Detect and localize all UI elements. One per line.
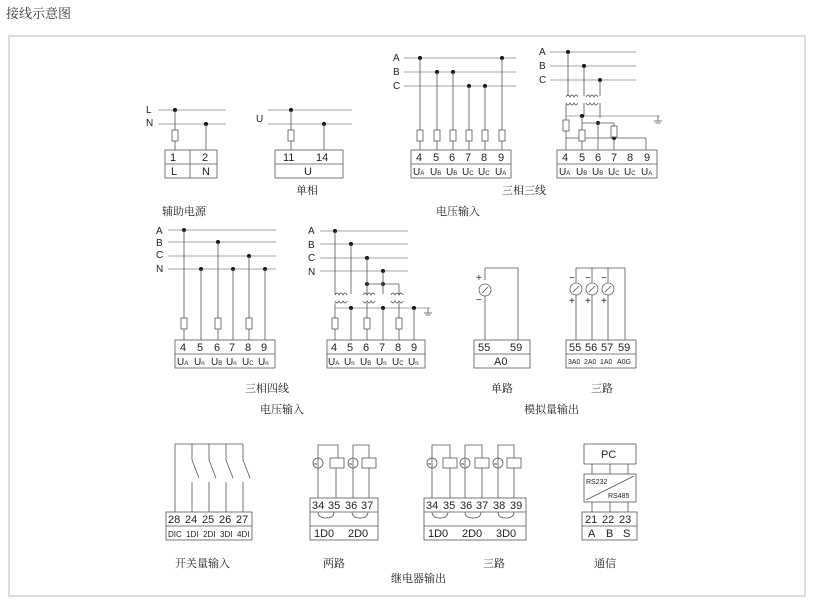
- v3wpt-terminal: 8: [627, 152, 634, 164]
- v4wpt-sub: A: [335, 361, 340, 367]
- ao3-sign-top: −: [601, 273, 607, 284]
- single-phase-diagram: [256, 108, 352, 178]
- v4w-terminal: 5: [197, 342, 204, 354]
- relay3-terminal: 36: [460, 500, 473, 512]
- relay2-terminal: 35: [328, 500, 341, 512]
- ao3-sign-bottom: +: [569, 296, 575, 307]
- v3wpt-line-label: B: [539, 61, 546, 72]
- v4wpt-bottom: U: [376, 357, 384, 368]
- comm-label: A: [588, 528, 596, 540]
- v3w-terminal: 9: [498, 152, 505, 164]
- v3w-bottom: U: [478, 167, 486, 178]
- v4wpt-line-label: A: [308, 226, 315, 237]
- v3w-line-label: A: [393, 53, 400, 64]
- v4w-line-label: C: [156, 250, 164, 261]
- di-terminal: 26: [219, 514, 232, 526]
- ao3-sign-top: −: [569, 273, 575, 284]
- v3wpt-line-label: C: [539, 75, 547, 86]
- v4w-sub: C: [249, 361, 254, 367]
- analog-output-caption: 模拟量输出: [524, 404, 579, 416]
- comm-terminal: 23: [619, 514, 632, 526]
- v4w-bottom: U: [258, 357, 266, 368]
- v3w-line-label: C: [393, 81, 401, 92]
- v3w-bottom: U: [413, 167, 421, 178]
- ao-single-terminal: 55: [478, 342, 491, 354]
- aux-terminal-label: N: [202, 166, 210, 178]
- v4w-terminal: 4: [180, 342, 187, 354]
- ao3-terminal: 56: [585, 342, 598, 354]
- di-terminal: 25: [202, 514, 215, 526]
- v4w-caption: 三相四线: [245, 383, 289, 395]
- analog-output-single-diagram: [474, 268, 530, 368]
- v4wpt-sub: n: [415, 361, 419, 367]
- v3w-terminal: 4: [416, 152, 423, 164]
- di-terminal: 28: [168, 514, 181, 526]
- v4w-sub: n: [201, 361, 205, 367]
- relay3-terminal: 38: [493, 500, 506, 512]
- single-terminal-label: U: [304, 166, 312, 178]
- v4wpt-terminal: 5: [347, 342, 354, 354]
- ao3-terminal: 59: [618, 342, 631, 354]
- di-label: 1DI: [186, 530, 199, 539]
- v4wpt-terminal: 7: [379, 342, 386, 354]
- v4w-line-label: B: [156, 238, 163, 249]
- di-terminal: 24: [185, 514, 198, 526]
- v3wpt-terminal: 9: [644, 152, 651, 164]
- v4w-line-label: A: [156, 226, 163, 237]
- v3w-line-label: B: [393, 67, 400, 78]
- v3w-terminal: 7: [465, 152, 472, 164]
- v3w-sub: A: [502, 171, 507, 177]
- v3w-bottom: U: [430, 167, 438, 178]
- relay3-caption: 三路: [483, 558, 505, 570]
- aux-terminal: 2: [202, 152, 209, 164]
- v4w-terminal: 7: [229, 342, 236, 354]
- v4wpt-sub: C: [399, 361, 404, 367]
- v4wpt-bottom: U: [344, 357, 352, 368]
- v3w-sub: A: [420, 171, 425, 177]
- three-phase-four-wire-diagram: [156, 226, 276, 368]
- aux-terminal: 1: [170, 152, 177, 164]
- ao-triple-caption: 三路: [591, 383, 613, 395]
- v4w-bottom: U: [242, 357, 250, 368]
- relay-three-diagram: [424, 445, 526, 540]
- v4wpt-line-label: N: [308, 267, 316, 278]
- v3wpt-bottom: U: [608, 167, 616, 178]
- relay2-terminal: 37: [361, 500, 374, 512]
- v3w-bottom: U: [446, 167, 454, 178]
- aux-line-label-l: L: [146, 105, 152, 116]
- relay2-label: 2D0: [348, 528, 369, 540]
- ao3-label: 1A0: [600, 359, 613, 366]
- relay2-caption: 两路: [323, 558, 345, 570]
- comm-label: S: [623, 528, 631, 540]
- ao3-label: 2A0: [584, 359, 597, 366]
- ao3-label: A0G: [617, 359, 632, 366]
- v4wpt-bottom: U: [408, 357, 416, 368]
- relay-output-caption: 继电器输出: [391, 573, 446, 585]
- v4wpt-terminal: 6: [363, 342, 370, 354]
- v3wpt-bottom: U: [592, 167, 600, 178]
- v3wpt-sub: C: [615, 171, 620, 177]
- ao-single-caption: 单路: [491, 383, 513, 395]
- single-caption: 单相: [296, 185, 318, 197]
- v3w-caption: 三相三线: [502, 185, 546, 197]
- v4wpt-bottom: U: [360, 357, 368, 368]
- svg-text:≈: ≈: [349, 462, 353, 468]
- v4wpt-line-label: C: [308, 253, 316, 264]
- relay-two-diagram: [310, 445, 378, 540]
- v3w-sub: B: [453, 171, 458, 177]
- single-line-label: U: [256, 114, 264, 125]
- comm-caption: 通信: [594, 558, 616, 570]
- v4w-sub: B: [218, 361, 223, 367]
- v3wpt-bottom: U: [641, 167, 649, 178]
- v3w-terminal: 5: [433, 152, 440, 164]
- v3wpt-sub: B: [599, 171, 604, 177]
- relay2-terminal: 34: [312, 500, 325, 512]
- ao3-terminal: 55: [569, 342, 582, 354]
- rs485-label: RS485: [608, 493, 630, 500]
- aux-line-label-n: N: [146, 118, 154, 129]
- v3w-terminal: 6: [449, 152, 456, 164]
- three-phase-three-wire-pt-diagram: [539, 47, 662, 178]
- v4wpt-sub: n: [351, 361, 355, 367]
- di-terminal: 27: [236, 514, 249, 526]
- rs232-label: RS232: [586, 479, 608, 486]
- v4wpt-sub: B: [367, 361, 372, 367]
- v3wpt-terminal: 6: [595, 152, 602, 164]
- three-phase-four-wire-pt-diagram: [308, 226, 432, 368]
- v3w-sub: C: [469, 171, 474, 177]
- aux-terminal-label: L: [171, 166, 178, 178]
- svg-text:≈: ≈: [314, 462, 318, 468]
- v3wpt-sub: C: [631, 171, 636, 177]
- di-label: DIC: [168, 530, 182, 539]
- communication-diagram: [582, 444, 637, 540]
- v4w-terminal: 6: [214, 342, 221, 354]
- v3wpt-terminal: 4: [562, 152, 569, 164]
- di-label: 3DI: [220, 530, 233, 539]
- v4w-terminal: 8: [245, 342, 252, 354]
- digital-input-diagram: [166, 444, 252, 540]
- single-terminal: 14: [316, 152, 329, 164]
- ao-single-label: A0: [494, 356, 508, 368]
- relay3-terminal: 37: [476, 500, 489, 512]
- v3wpt-bottom: U: [624, 167, 632, 178]
- v3wpt-line-label: A: [539, 47, 546, 58]
- di-label: 4DI: [237, 530, 250, 539]
- v4w-sub: n: [233, 361, 237, 367]
- v3w-terminal: 8: [481, 152, 488, 164]
- relay3-terminal: 34: [426, 500, 439, 512]
- voltage-input-caption-2: 电压输入: [260, 404, 304, 416]
- v3wpt-terminal: 5: [579, 152, 586, 164]
- relay2-label: 1D0: [314, 528, 335, 540]
- svg-text:≈: ≈: [428, 462, 432, 468]
- v3wpt-bottom: U: [576, 167, 584, 178]
- v4wpt-sub: n: [383, 361, 387, 367]
- pc-label: PC: [601, 449, 617, 461]
- comm-label: B: [606, 528, 614, 540]
- v4w-bottom: U: [177, 357, 185, 368]
- v4wpt-terminal: 9: [411, 342, 418, 354]
- v4wpt-line-label: B: [308, 240, 315, 251]
- v3wpt-terminal: 7: [611, 152, 618, 164]
- ao3-sign-bottom: +: [601, 296, 607, 307]
- analog-output-triple-diagram: [566, 268, 636, 368]
- v3w-bottom: U: [495, 167, 503, 178]
- ao-minus-sign: −: [476, 295, 482, 306]
- v4w-bottom: U: [194, 357, 202, 368]
- v4wpt-bottom: U: [392, 357, 400, 368]
- v3w-sub: C: [485, 171, 490, 177]
- three-phase-three-wire-diagram: [393, 53, 516, 178]
- v4wpt-bottom: U: [328, 357, 336, 368]
- v3wpt-sub: A: [648, 171, 653, 177]
- di-label: 2DI: [203, 530, 216, 539]
- v4w-bottom: U: [211, 357, 219, 368]
- aux-caption: 辅助电源: [162, 206, 206, 218]
- di-caption: 开关量输入: [175, 558, 230, 570]
- ao3-terminal: 57: [601, 342, 614, 354]
- ao3-sign-top: −: [585, 273, 591, 284]
- v3wpt-sub: B: [583, 171, 588, 177]
- svg-text:≈: ≈: [494, 462, 498, 468]
- v3w-bottom: U: [462, 167, 470, 178]
- v4w-line-label: N: [156, 264, 164, 275]
- v4w-sub: n: [265, 361, 269, 367]
- comm-terminal: 21: [585, 514, 598, 526]
- comm-terminal: 22: [602, 514, 615, 526]
- relay3-terminal: 35: [443, 500, 456, 512]
- v4wpt-terminal: 4: [331, 342, 338, 354]
- v3w-sub: B: [437, 171, 442, 177]
- relay3-label: 2D0: [462, 528, 483, 540]
- v3wpt-sub: A: [566, 171, 571, 177]
- relay3-terminal: 39: [510, 500, 523, 512]
- single-terminal: 11: [283, 152, 295, 164]
- ao-single-terminal: 59: [510, 342, 523, 354]
- v4w-bottom: U: [226, 357, 234, 368]
- aux-power-diagram: [146, 105, 226, 178]
- relay2-terminal: 36: [345, 500, 358, 512]
- ao-plus-sign: +: [476, 273, 482, 284]
- relay3-label: 3D0: [496, 528, 517, 540]
- relay3-label: 1D0: [428, 528, 449, 540]
- v4wpt-terminal: 8: [395, 342, 402, 354]
- v4w-sub: A: [184, 361, 189, 367]
- ao3-label: 3A0: [568, 359, 581, 366]
- v3wpt-bottom: U: [559, 167, 567, 178]
- voltage-input-caption: 电压输入: [436, 206, 480, 218]
- page-title: 接线示意图: [6, 6, 72, 21]
- ao3-sign-bottom: +: [585, 296, 591, 307]
- v4w-terminal: 9: [261, 342, 268, 354]
- svg-text:≈: ≈: [461, 462, 465, 468]
